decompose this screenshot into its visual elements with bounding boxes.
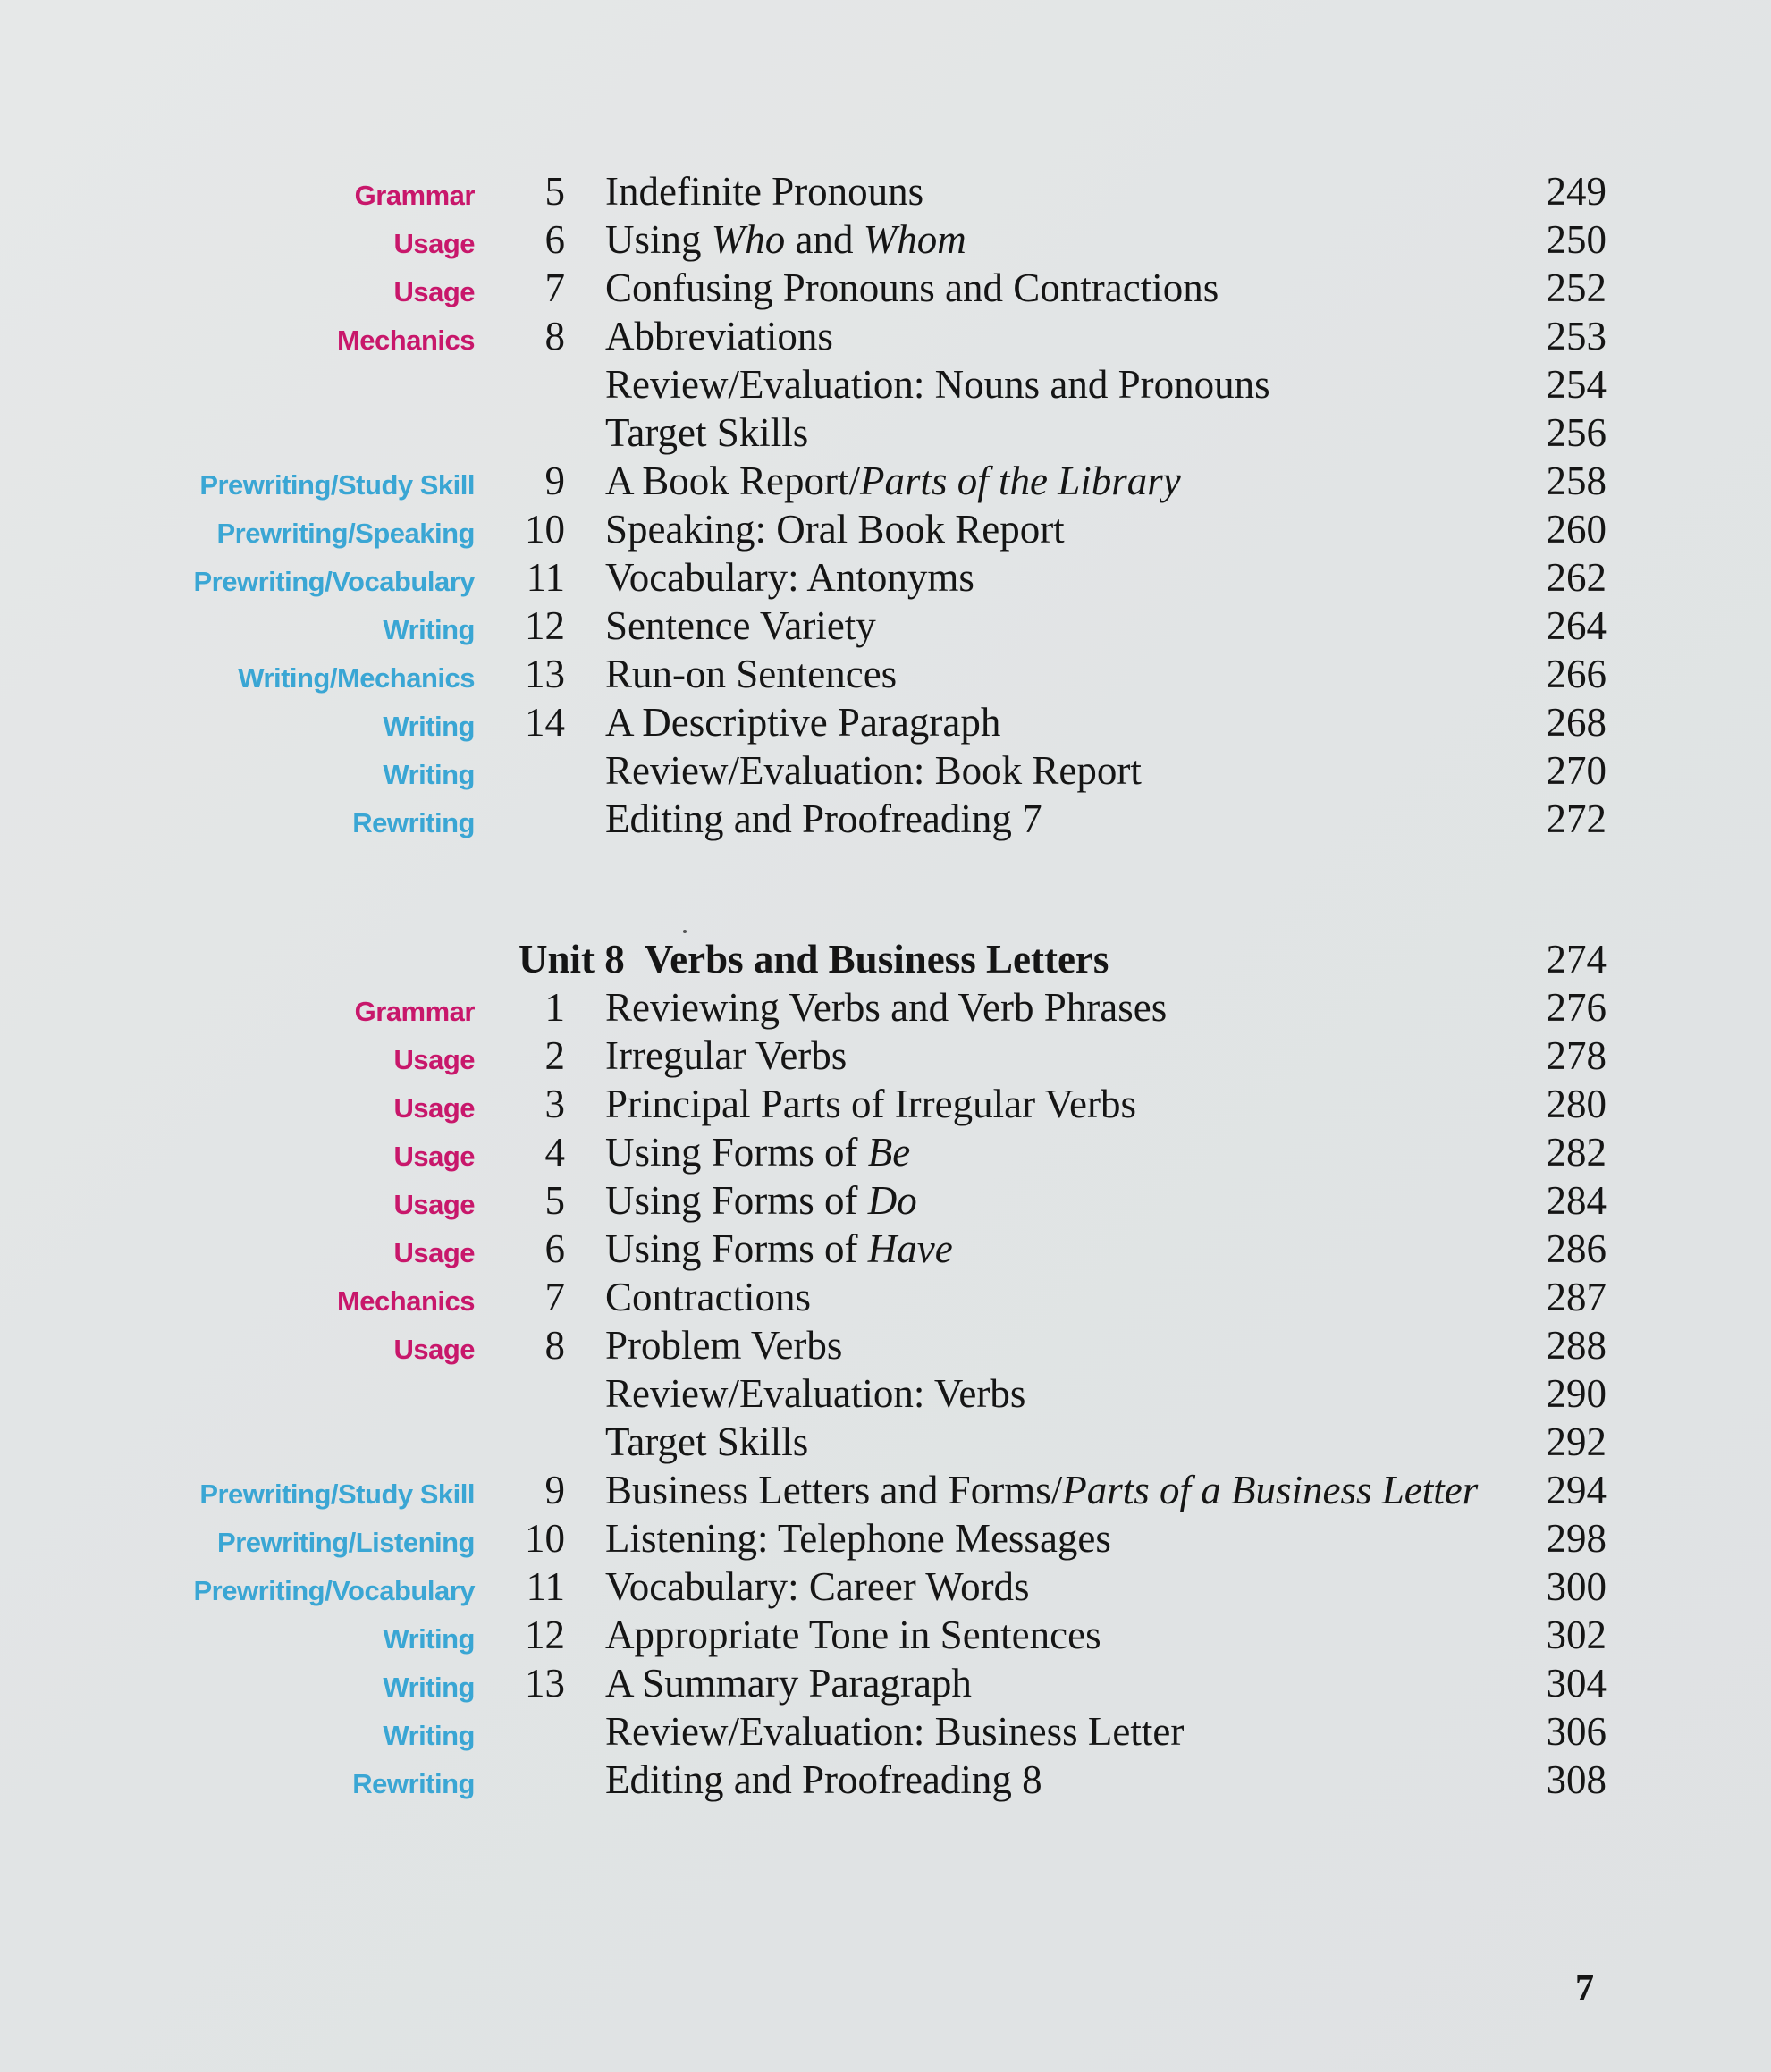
toc-entry (0, 215, 1771, 264)
lesson-title (605, 1514, 1111, 1562)
page-ref: 300 (1546, 1564, 1607, 1609)
toc-entry (0, 553, 1771, 602)
lesson-number: 8 (544, 314, 565, 358)
skill-category-label: Rewriting (352, 1768, 475, 1799)
lesson-number: 3 (544, 1082, 565, 1126)
skill-category-label: Prewriting/Vocabulary (193, 1575, 475, 1606)
lesson-title (605, 1418, 808, 1466)
lesson-title-italic: Have (867, 1226, 953, 1271)
lesson-title-text: Contractions (605, 1275, 811, 1319)
lesson-title (605, 1466, 1478, 1514)
page-ref: 286 (1546, 1226, 1607, 1271)
lesson-title-text: Vocabulary: Antonyms (605, 555, 974, 600)
lesson-title (605, 983, 1167, 1032)
unit-heading-row (0, 935, 1771, 983)
lesson-title-text: Using Forms of (605, 1178, 868, 1223)
page-ref: 260 (1546, 507, 1607, 552)
page-ref: 258 (1546, 459, 1607, 503)
print-speck (683, 930, 687, 933)
lesson-number: 6 (544, 217, 565, 262)
skill-category-label: Writing (383, 1720, 475, 1751)
unit8-lessons (0, 983, 1771, 1804)
skill-category-label: Prewriting/Speaking (216, 518, 475, 549)
lesson-title-text: Vocabulary: Career Words (605, 1564, 1030, 1609)
toc-entry (0, 1418, 1771, 1466)
lesson-number: 9 (544, 459, 565, 503)
page-ref: 264 (1546, 603, 1607, 648)
lesson-title-text: Review/Evaluation: Book Report (605, 748, 1142, 793)
toc-entry (0, 1273, 1771, 1321)
skill-category-label: Usage (393, 1141, 475, 1172)
lesson-title (605, 650, 897, 698)
lesson-title (605, 215, 966, 264)
unit7-continuation (0, 167, 1771, 843)
lesson-title-text: Editing and Proofreading 7 (605, 796, 1042, 841)
lesson-title (605, 167, 923, 215)
skill-category-label: Writing (383, 614, 475, 645)
toc-entry (0, 1369, 1771, 1418)
page-ref: 268 (1546, 700, 1607, 745)
page-ref: 270 (1546, 748, 1607, 793)
lesson-title (605, 1080, 1136, 1128)
page-number: 7 (1575, 1968, 1594, 2009)
page-ref: 254 (1546, 362, 1607, 407)
lesson-title-italic: Who (711, 217, 786, 262)
lesson-number: 10 (525, 1516, 565, 1561)
page-ref: 287 (1546, 1275, 1607, 1319)
toc-entry (0, 167, 1771, 215)
lesson-title (605, 1032, 847, 1080)
toc-entry (0, 264, 1771, 312)
lesson-title (605, 312, 833, 360)
page-ref: 252 (1546, 265, 1607, 310)
lesson-number: 12 (525, 1613, 565, 1657)
lesson-title-text: Indefinite Pronouns (605, 169, 924, 214)
toc-entry (0, 1321, 1771, 1369)
lesson-title (605, 1369, 1025, 1418)
lesson-title-text: Speaking: Oral Book Report (605, 507, 1065, 552)
lesson-title (605, 409, 808, 457)
lesson-title (605, 698, 1000, 746)
lesson-title (605, 505, 1065, 553)
unit-page-number: 274 (1546, 937, 1607, 981)
lesson-title (605, 360, 1270, 409)
lesson-title-text: Business Letters and Forms/ (605, 1468, 1063, 1512)
lesson-title-text: Review/Evaluation: Verbs (605, 1371, 1026, 1416)
lesson-title-text: Irregular Verbs (605, 1033, 848, 1078)
lesson-title (605, 1562, 1030, 1611)
toc-entry (0, 360, 1771, 409)
lesson-number: 5 (544, 1178, 565, 1223)
unit8-header (0, 935, 1771, 983)
page-ref: 276 (1546, 985, 1607, 1030)
lesson-title-text: Abbreviations (605, 314, 833, 358)
lesson-title (605, 1273, 811, 1321)
skill-category-label: Prewriting/Study Skill (199, 469, 475, 501)
skill-category-label: Prewriting/Listening (217, 1527, 475, 1558)
unit-heading (519, 935, 1109, 983)
lesson-title-text: Appropriate Tone in Sentences (605, 1613, 1101, 1657)
skill-category-label: Usage (393, 1334, 475, 1365)
lesson-title-text: Principal Parts of Irregular Verbs (605, 1082, 1137, 1126)
page-ref: 306 (1546, 1709, 1607, 1754)
page-ref: 250 (1546, 217, 1607, 262)
toc-entry (0, 409, 1771, 457)
toc-entry (0, 1128, 1771, 1176)
page-ref: 262 (1546, 555, 1607, 600)
page-ref: 282 (1546, 1130, 1607, 1175)
lesson-number: 7 (544, 265, 565, 310)
lesson-title (605, 602, 876, 650)
page-ref: 292 (1546, 1419, 1607, 1464)
page-ref: 253 (1546, 314, 1607, 358)
skill-category-label: Usage (393, 1044, 475, 1075)
toc-entry (0, 698, 1771, 746)
lesson-number: 2 (544, 1033, 565, 1078)
lesson-title (605, 1225, 953, 1273)
lesson-title-text: Using Forms of (605, 1226, 868, 1271)
page-ref: 284 (1546, 1178, 1607, 1223)
skill-category-label: Writing (383, 1623, 475, 1655)
lesson-title-text: Listening: Telephone Messages (605, 1516, 1111, 1561)
lesson-number: 11 (526, 555, 565, 600)
toc-entry (0, 746, 1771, 795)
lesson-number: 5 (544, 169, 565, 214)
toc-entry (0, 457, 1771, 505)
lesson-title-text: Sentence Variety (605, 603, 876, 648)
page-ref: 302 (1546, 1613, 1607, 1657)
skill-category-label: Grammar (354, 180, 475, 211)
page-ref: 304 (1546, 1661, 1607, 1706)
lesson-title (605, 553, 974, 602)
lesson-title-text: Run-on Sentences (605, 652, 898, 696)
lesson-title-italic: Parts of a Business Letter (1062, 1468, 1479, 1512)
lesson-title (605, 1128, 910, 1176)
page-ref: 272 (1546, 796, 1607, 841)
lesson-title-text: Target Skills (605, 410, 809, 455)
lesson-number: 12 (525, 603, 565, 648)
lesson-number: 14 (525, 700, 565, 745)
lesson-title-text: A Descriptive Paragraph (605, 700, 1001, 745)
page-ref: 288 (1546, 1323, 1607, 1368)
lesson-title-italic: Whom (863, 217, 966, 262)
toc-entry (0, 1466, 1771, 1514)
lesson-title (605, 457, 1181, 505)
toc-entry (0, 1080, 1771, 1128)
skill-category-label: Writing (383, 1672, 475, 1703)
lesson-title-italic: Parts of the Library (860, 459, 1181, 503)
page-ref: 249 (1546, 169, 1607, 214)
lesson-number: 13 (525, 1661, 565, 1706)
toc-entry (0, 1514, 1771, 1562)
page-ref: 298 (1546, 1516, 1607, 1561)
skill-category-label: Writing/Mechanics (238, 662, 475, 694)
lesson-title (605, 1611, 1101, 1659)
lesson-title-text: Review/Evaluation: Nouns and Pronouns (605, 362, 1270, 407)
skill-category-label: Usage (393, 1237, 475, 1268)
page-ref: 308 (1546, 1757, 1607, 1802)
unit-number: Unit 8 (519, 937, 625, 981)
lesson-number: 11 (526, 1564, 565, 1609)
page-ref: 278 (1546, 1033, 1607, 1078)
toc-entry (0, 602, 1771, 650)
lesson-number: 4 (544, 1130, 565, 1175)
lesson-number: 1 (544, 985, 565, 1030)
toc-entry (0, 1176, 1771, 1225)
skill-category-label: Usage (393, 1189, 475, 1220)
lesson-number: 7 (544, 1275, 565, 1319)
toc-entry (0, 312, 1771, 360)
toc-entry (0, 1756, 1771, 1804)
lesson-title (605, 1659, 972, 1707)
lesson-title-text: and (785, 217, 864, 262)
toc-entry (0, 1611, 1771, 1659)
lesson-title-text: Target Skills (605, 1419, 809, 1464)
page-ref: 294 (1546, 1468, 1607, 1512)
toc-entry (0, 650, 1771, 698)
lesson-title-text: Review/Evaluation: Business Letter (605, 1709, 1185, 1754)
skill-category-label: Usage (393, 276, 475, 307)
lesson-number: 9 (544, 1468, 565, 1512)
lesson-number: 8 (544, 1323, 565, 1368)
toc-entry (0, 1225, 1771, 1273)
toc-entry (0, 795, 1771, 843)
skill-category-label: Grammar (354, 996, 475, 1027)
lesson-title-text: Confusing Pronouns and Contractions (605, 265, 1219, 310)
lesson-title (605, 1756, 1042, 1804)
lesson-title-text: Problem Verbs (605, 1323, 843, 1368)
page-ref: 256 (1546, 410, 1607, 455)
toc-entry (0, 1707, 1771, 1756)
lesson-title-italic: Do (867, 1178, 917, 1223)
lesson-title (605, 1176, 917, 1225)
page-ref: 266 (1546, 652, 1607, 696)
lesson-title-text: Reviewing Verbs and Verb Phrases (605, 985, 1168, 1030)
toc-entry (0, 983, 1771, 1032)
lesson-title (605, 1707, 1184, 1756)
skill-category-label: Usage (393, 1092, 475, 1124)
lesson-number: 10 (525, 507, 565, 552)
skill-category-label: Prewriting/Vocabulary (193, 566, 475, 597)
skill-category-label: Rewriting (352, 807, 475, 838)
skill-category-label: Mechanics (336, 1285, 475, 1317)
toc-entry (0, 1032, 1771, 1080)
lesson-title-text: Using Forms of (605, 1130, 868, 1175)
lesson-title (605, 795, 1042, 843)
lesson-title-text: Editing and Proofreading 8 (605, 1757, 1042, 1802)
page-ref: 290 (1546, 1371, 1607, 1416)
skill-category-label: Mechanics (336, 324, 475, 356)
lesson-title-italic: Be (867, 1130, 911, 1175)
skill-category-label: Usage (393, 228, 475, 259)
lesson-title (605, 746, 1142, 795)
skill-category-label: Prewriting/Study Skill (199, 1478, 475, 1510)
lesson-title (605, 1321, 842, 1369)
lesson-title (605, 264, 1219, 312)
unit-title: Verbs and Business Letters (644, 937, 1109, 981)
lesson-title-text: A Book Report/ (605, 459, 861, 503)
toc-entry (0, 505, 1771, 553)
lesson-title-text: Using (605, 217, 712, 262)
skill-category-label: Writing (383, 711, 475, 742)
toc-entry (0, 1659, 1771, 1707)
lesson-number: 13 (525, 652, 565, 696)
toc-entry (0, 1562, 1771, 1611)
lesson-title-text: A Summary Paragraph (605, 1661, 972, 1706)
skill-category-label: Writing (383, 759, 475, 790)
lesson-number: 6 (544, 1226, 565, 1271)
page-ref: 280 (1546, 1082, 1607, 1126)
